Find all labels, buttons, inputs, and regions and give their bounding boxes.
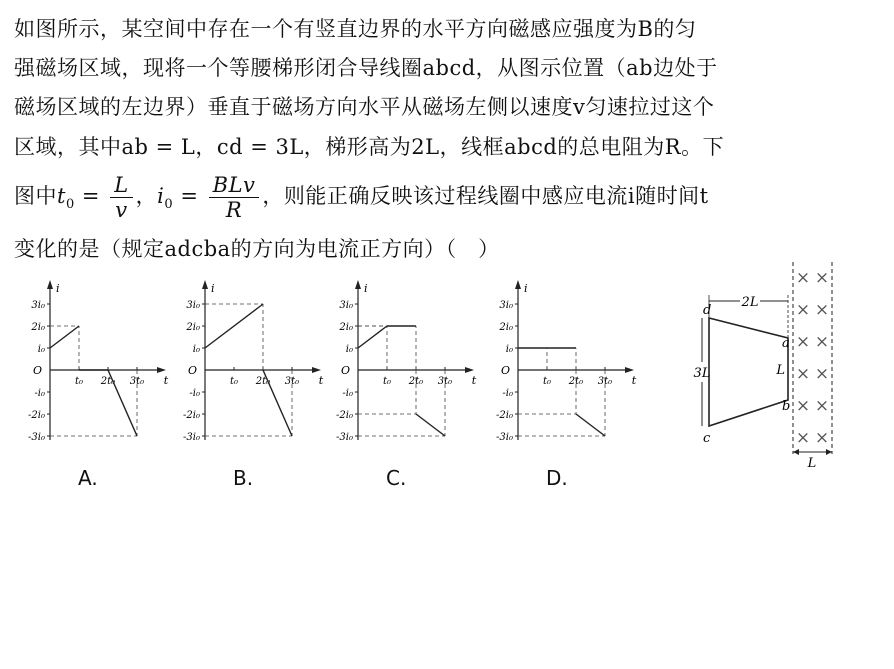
dim-bottom-l-label: L (807, 456, 817, 471)
origin-label: O (32, 364, 42, 377)
y-tick-label: -i₀ (189, 388, 200, 399)
x-tick-label: 3t₀ (437, 376, 453, 387)
field-cross-mark: × (814, 428, 830, 448)
y-tick-label: -i₀ (34, 388, 45, 399)
i0-numerator: BLv (209, 173, 260, 198)
question-line-3: 磁场区域的左边界）垂直于磁场方向水平从磁场左侧以速度v匀速拉过这个 (14, 95, 715, 119)
x-tick-label: t₀ (382, 376, 392, 387)
x-tick-label: 3t₀ (597, 376, 613, 387)
y-tick-label: i₀ (192, 344, 200, 355)
y-tick-label: 3i₀ (31, 300, 45, 311)
y-tick-label: -3i₀ (183, 432, 200, 443)
y-tick-label: 2i₀ (31, 322, 45, 333)
x-tick-label: 2t₀ (408, 376, 424, 387)
option-d-label[interactable]: D. (546, 466, 568, 490)
t0-denominator: v (115, 198, 128, 222)
field-cross-mark: × (814, 364, 830, 384)
x-tick-label: 2t₀ (100, 376, 116, 387)
dim-l-label: L (776, 363, 785, 378)
x-tick-label: 2t₀ (568, 376, 584, 387)
y-tick-label: i₀ (37, 344, 45, 355)
x-tick-label: t₀ (542, 376, 552, 387)
comma: ， (135, 184, 158, 208)
field-cross-mark: × (795, 428, 811, 448)
y-tick-label: 2i₀ (499, 322, 513, 333)
dim-3l-label: 3L (693, 366, 711, 381)
y-axis-label: i (364, 282, 368, 295)
field-cross-mark: × (814, 268, 830, 288)
y-tick-label: 2i₀ (186, 322, 200, 333)
magnetic-field-region (796, 268, 829, 448)
vertex-d: d (703, 303, 712, 318)
line5-suffix: ，则能正确反映该过程线圈中感应电流i随时间t (262, 184, 709, 208)
x-tick-label: t₀ (229, 376, 239, 387)
t0-numerator: L (110, 173, 132, 198)
question-line-4: 区域，其中ab = L，cd = 3L，梯形高为2L，线框abcd的总电阻为R。下 (14, 135, 725, 159)
option-a-label[interactable]: A. (78, 466, 98, 490)
i0-symbol: i (157, 184, 165, 208)
vertex-a: a (782, 336, 790, 351)
field-cross-mark: × (795, 364, 811, 384)
x-tick-label: 3t₀ (284, 376, 300, 387)
field-cross-mark: × (795, 300, 811, 320)
field-cross-mark: × (795, 396, 811, 416)
option-c-label[interactable]: C. (386, 466, 407, 490)
t0-subscript: 0 (65, 197, 75, 213)
line5-prefix: 图中 (14, 184, 57, 208)
y-tick-label: 3i₀ (186, 300, 200, 311)
y-tick-label: -i₀ (342, 388, 353, 399)
dim-2l-label: 2L (741, 295, 759, 310)
x-tick-label: 3t₀ (129, 376, 145, 387)
field-cross-mark: × (795, 268, 811, 288)
origin-label: O (500, 364, 510, 377)
i0-subscript: 0 (164, 197, 174, 213)
x-axis-label: t (163, 374, 169, 387)
y-axis-label: i (211, 282, 215, 295)
x-tick-label: 2t₀ (255, 376, 271, 387)
y-tick-label: -2i₀ (183, 410, 200, 421)
y-tick-label: -2i₀ (336, 410, 353, 421)
y-axis-label: i (56, 282, 60, 295)
origin-label: O (187, 364, 197, 377)
field-cross-mark: × (795, 332, 811, 352)
option-b-label[interactable]: B. (233, 466, 254, 490)
y-tick-label: -3i₀ (496, 432, 513, 443)
field-cross-mark: × (814, 396, 830, 416)
origin-label: O (340, 364, 350, 377)
i0-equals: = (180, 184, 199, 208)
y-tick-label: i₀ (345, 344, 353, 355)
x-axis-label: t (631, 374, 637, 387)
y-tick-label: 2i₀ (339, 322, 353, 333)
y-tick-label: -3i₀ (28, 432, 45, 443)
t0-symbol: t (57, 184, 66, 208)
x-tick-label: t₀ (74, 376, 84, 387)
t0-equals: = (81, 184, 101, 208)
question-line-6: 变化的是（规定adcba的方向为电流正方向）（ ） (14, 237, 500, 261)
field-cross-mark: × (814, 332, 830, 352)
question-line-1: 如图所示，某空间中存在一个有竖直边界的水平方向磁感应强度为B的匀 (14, 17, 697, 41)
y-tick-label: -i₀ (502, 388, 513, 399)
y-tick-label: 3i₀ (339, 300, 353, 311)
y-tick-label: -2i₀ (28, 410, 45, 421)
vertex-c: c (703, 431, 711, 446)
question-line-2: 强磁场区域，现将一个等腰梯形闭合导线圈abcd，从图示位置（ab边处于 (14, 56, 718, 80)
vertex-b: b (782, 399, 791, 414)
y-tick-label: -3i₀ (336, 432, 353, 443)
x-axis-label: t (471, 374, 477, 387)
field-cross-mark: × (814, 300, 830, 320)
y-tick-label: -2i₀ (496, 410, 513, 421)
y-axis-label: i (524, 282, 528, 295)
y-tick-label: 3i₀ (499, 300, 513, 311)
i0-denominator: R (225, 198, 243, 222)
x-axis-label: t (318, 374, 324, 387)
y-tick-label: i₀ (505, 344, 513, 355)
